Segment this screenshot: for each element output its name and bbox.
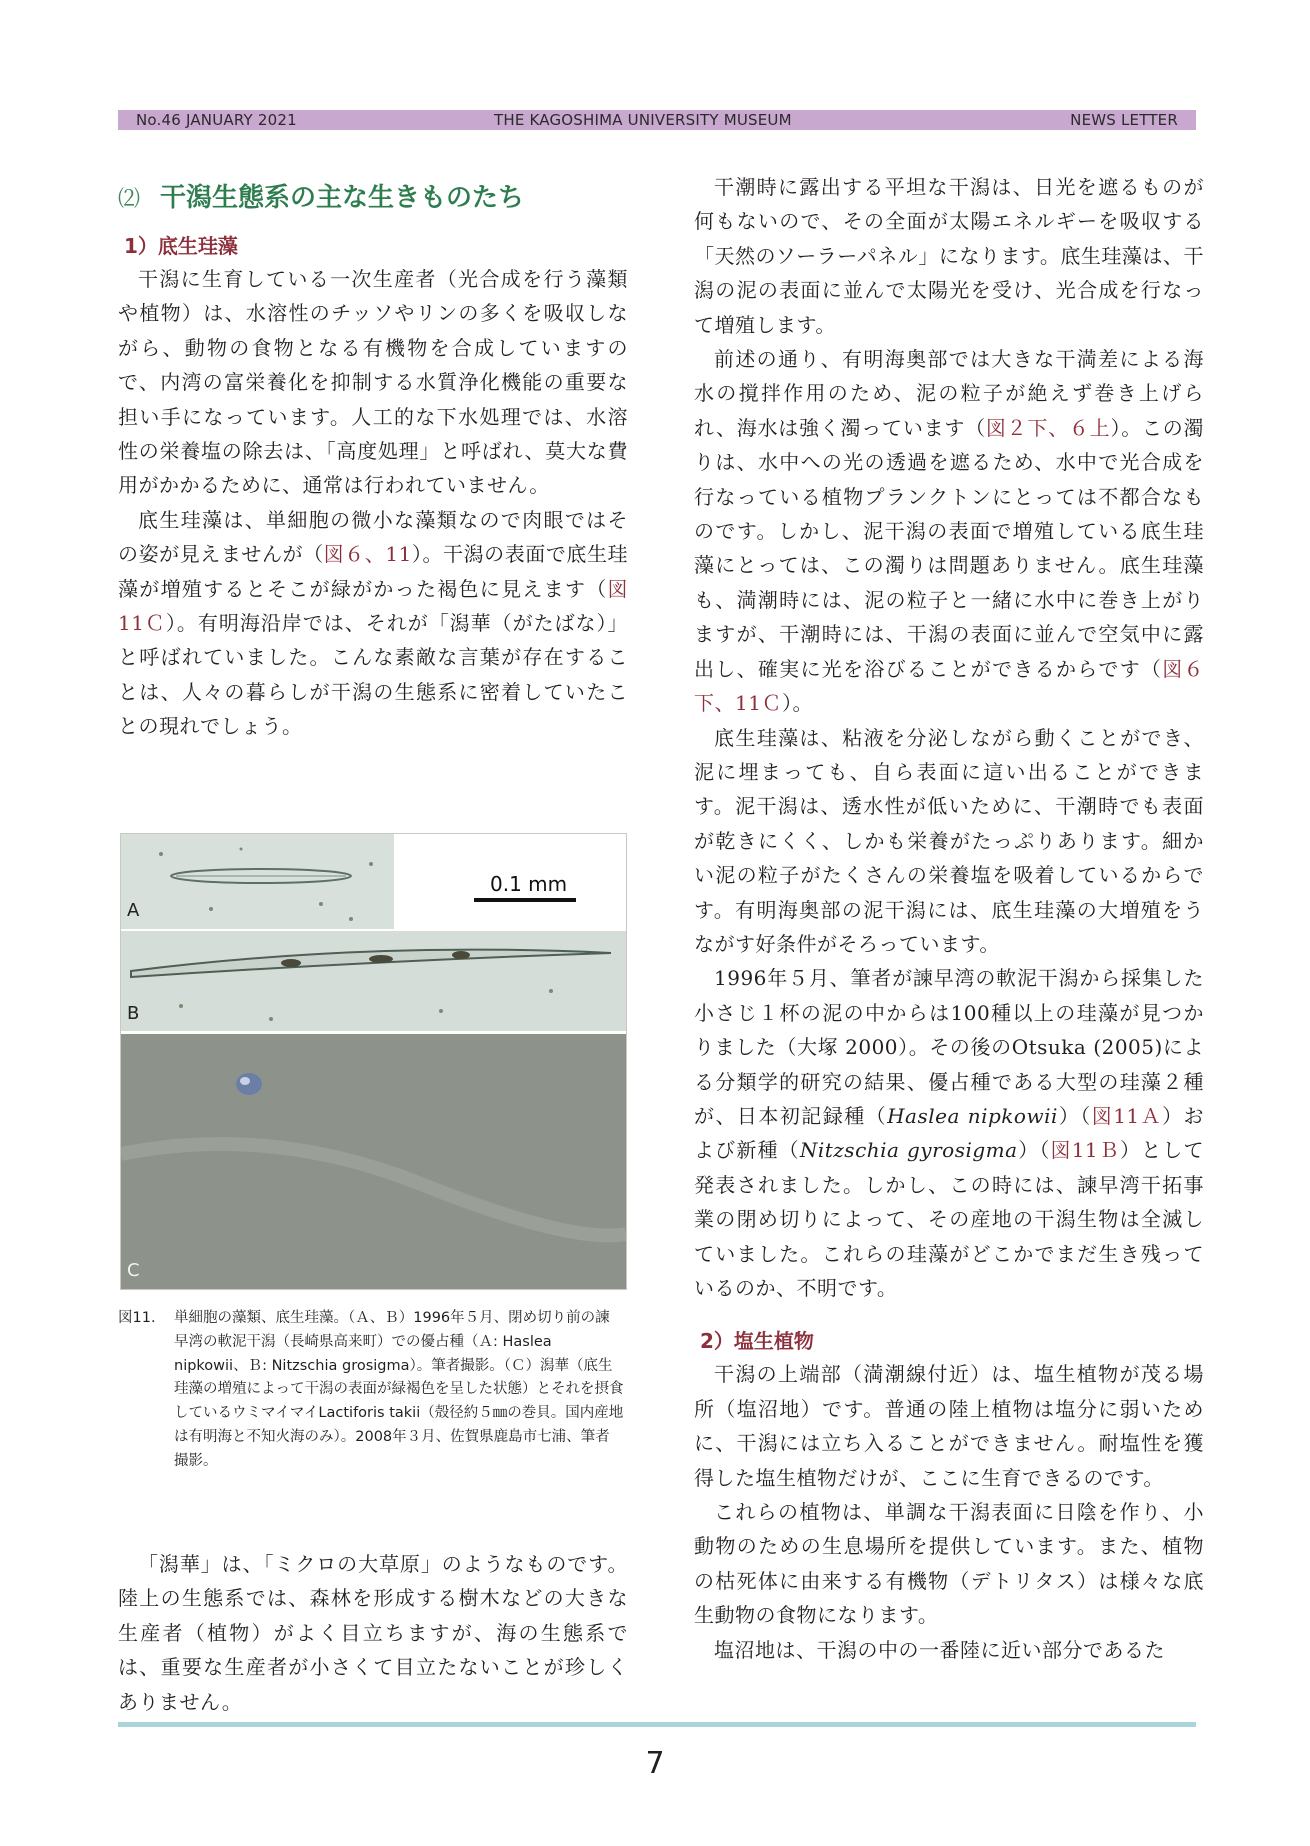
- photo-panel-a: [121, 834, 394, 929]
- panel-label-c: C: [127, 1260, 140, 1281]
- right-column: [694, 170, 1204, 1667]
- mudflat-snail-illustration: [121, 1034, 626, 1289]
- section-number: ⑵: [118, 187, 141, 212]
- section-title: [118, 170, 628, 226]
- text-run: ）。この濁りは、水中への光の透過を遮るため、水中で光合成を行なっている植物プランクトンにとっては不都合なものです。しかし、泥干潟の表面で増殖している底生珪藻にとっては、この濁りは問題ありません。底生珪藻も、満潮時には、泥の粒子と一緒に水中に巻き上がりますが、干潮時には、干潟の表面に並んで空気中に露出し、確実に光を浴びることができるからです（: [694, 415, 1205, 681]
- header-bar: [118, 110, 1196, 130]
- text-run: ）。: [781, 691, 813, 716]
- diatom-b-illustration: [121, 931, 626, 1031]
- figure-reference[interactable]: 図２下、６上: [985, 415, 1111, 440]
- paragraph: 底生珪藻は、粘液を分泌しながら動くことができ、泥に埋まっても、自ら表面に這い出ることができます。泥干潟は、透水性が低いために、干潮時でも表面が乾きにくく、しかも栄養がたっぷりあります。細かい泥の粒子がたくさんの栄養塩を吸着しているからです。有明海奥部の泥干潟には、底生珪藻の大増殖をうながす好条件がそろっています。: [694, 725, 1204, 956]
- paragraph: 「潟華」は、「ミクロの大草原」のようなものです。陸上の生態系では、森林を形成する樹木などの大きな生産者（植物）がよく目立ちますが、海の生態系では、重要な生産者が小さくて目立たないことが珍しくありません。: [118, 1552, 628, 1714]
- text-run: 1996年５月、筆者が諫早湾の軟泥干潟から採集した小さじ１杯の泥の中からは100種以上の珪藻が見つかりました（大塚 2000）。その後のOtsuka (2005)による分類学的研究の結果、優占種である大型の珪藻２種が、日本初記録種（: [694, 966, 1204, 1128]
- species-name: Haslea nipkowii: [887, 1103, 1058, 1128]
- paragraph: [694, 342, 1204, 720]
- figure-reference[interactable]: 図６下、11Ｃ: [694, 656, 1204, 716]
- text-run: ）として発表されました。しかし、この時には、諫早湾干拓事業の閉め切りによって、その産地の干潟生物は全滅していました。これらの珪藻がどこかでまだ生き残っているのか、不明です。: [694, 1138, 1204, 1300]
- paragraph: 塩沼地は、干潟の中の一番陸に近い部分であるた: [714, 1637, 1165, 1662]
- page-number: 7: [645, 1746, 665, 1781]
- diatom-a-illustration: [121, 834, 394, 929]
- left-column-bottom: [118, 1547, 628, 1719]
- text-run: ）および新種（: [694, 1103, 1205, 1163]
- museum-name: THE KAGOSHIMA UNIVERSITY MUSEUM: [494, 111, 792, 129]
- scale-label: 0.1 mm: [490, 872, 568, 896]
- newsletter-label: NEWS LETTER: [1070, 111, 1178, 129]
- text-run: 底生珪藻は、単細胞の微小な藻類なので肉眼ではその姿が見えませんが（: [118, 507, 628, 567]
- figure-11: [120, 833, 627, 1290]
- text-run: ）。有明海沿岸では、それが「潟華（がたばな）」と呼ばれていました。こんな素敵な言葉が存在することは、人々の暮らしが干潟の生態系に密着していたことの現れでしょう。: [118, 611, 629, 739]
- subsection-heading-halophytes: 2）塩生植物: [700, 1329, 814, 1354]
- photo-panel-b: [121, 931, 626, 1031]
- scale-panel: [394, 834, 626, 929]
- issue-label: No.46 JANUARY 2021: [136, 111, 297, 129]
- footer-rule: [118, 1722, 1196, 1727]
- caption-number: 図11.: [118, 1310, 156, 1326]
- figure-reference[interactable]: 図11Ｃ: [118, 576, 628, 636]
- species-name: Nitzschia gyrosigma: [799, 1138, 1018, 1163]
- photo-panel-c: [121, 1034, 626, 1289]
- figure-reference[interactable]: 図11Ａ: [1091, 1103, 1163, 1128]
- section-title-text: 干潟生態系の主な生きものたち: [160, 183, 525, 213]
- scale-bar: [474, 898, 576, 902]
- left-column: [118, 170, 628, 744]
- paragraph: [118, 503, 628, 744]
- text-run: ）。干潟の表面で底生珪藻が増殖するとそこが緑がかった褐色に見えます（: [118, 542, 629, 601]
- paragraph: [694, 961, 1204, 1305]
- paragraph: これらの植物は、単調な干潟表面に日陰を作り、小動物のための生息場所を提供しています。また、植物の枯死体に由来する有機物（デトリタス）は様々な底生動物の食物になります。: [694, 1500, 1204, 1628]
- panel-label-a: A: [127, 900, 140, 921]
- paragraph: 干潮時に露出する平坦な干潟は、日光を遮るものが何もないので、その全面が太陽エネルギーを吸収する「天然のソーラーパネル」になります。底生珪藻は、干潟の泥の表面に並んで太陽光を受け、光合成を行なって増殖します。: [694, 175, 1204, 337]
- text-run: ）（: [1017, 1138, 1051, 1163]
- paragraph: 干潟に生育している一次生産者（光合成を行う藻類や植物）は、水溶性のチッソやリンの多くを吸収しながら、動物の食物となる有機物を合成していますので、内湾の富栄養化を抑制する水質浄化機能の重要な担い手になっています。人工的な下水処理では、水溶性の栄養塩の除去は、「高度処理」と呼ばれ、莫大な費用がかかるために、通常は行われていません。: [118, 267, 628, 498]
- subsection-heading-diatoms: 1）底生珪藻: [124, 234, 238, 258]
- text-run: ）（: [1057, 1103, 1092, 1128]
- figure-reference[interactable]: 図６、11: [323, 542, 412, 567]
- figure-reference[interactable]: 図11Ｂ: [1050, 1138, 1120, 1163]
- panel-label-b: B: [127, 1003, 140, 1024]
- text-run: 前述の通り、有明海奥部では大きな干満差による海水の撹拌作用のため、泥の粒子が絶えず巻き上げられ、海水は強く濁っています（: [694, 347, 1204, 440]
- caption-text: 単細胞の藻類、底生珪藻。（Ａ、Ｂ）1996年５月、閉め切り前の諫早湾の軟泥干潟（長崎県高来町）での優占種（Ａ: Haslea nipkowii、Ｂ: Nitzschia grosigma）。筆者撮影。（Ｃ）潟華（底生珪藻の増殖によって干潟の表面が緑褐色を呈した状態）とそれを摂食しているウミマイマイLactiforis takii（殻径約５㎜の巻貝。国内産地は有明海と不知火海のみ）。2008年３月、佐賀県鹿島市七浦、筆者撮影。: [174, 1310, 624, 1469]
- paragraph: 干潟の上端部（満潮線付近）は、塩生植物が茂る場所（塩沼地）です。普通の陸上植物は塩分に弱いために、干潟には立ち入ることができません。耐塩性を獲得した塩生植物だけが、ここに生育できるのです。: [694, 1362, 1204, 1490]
